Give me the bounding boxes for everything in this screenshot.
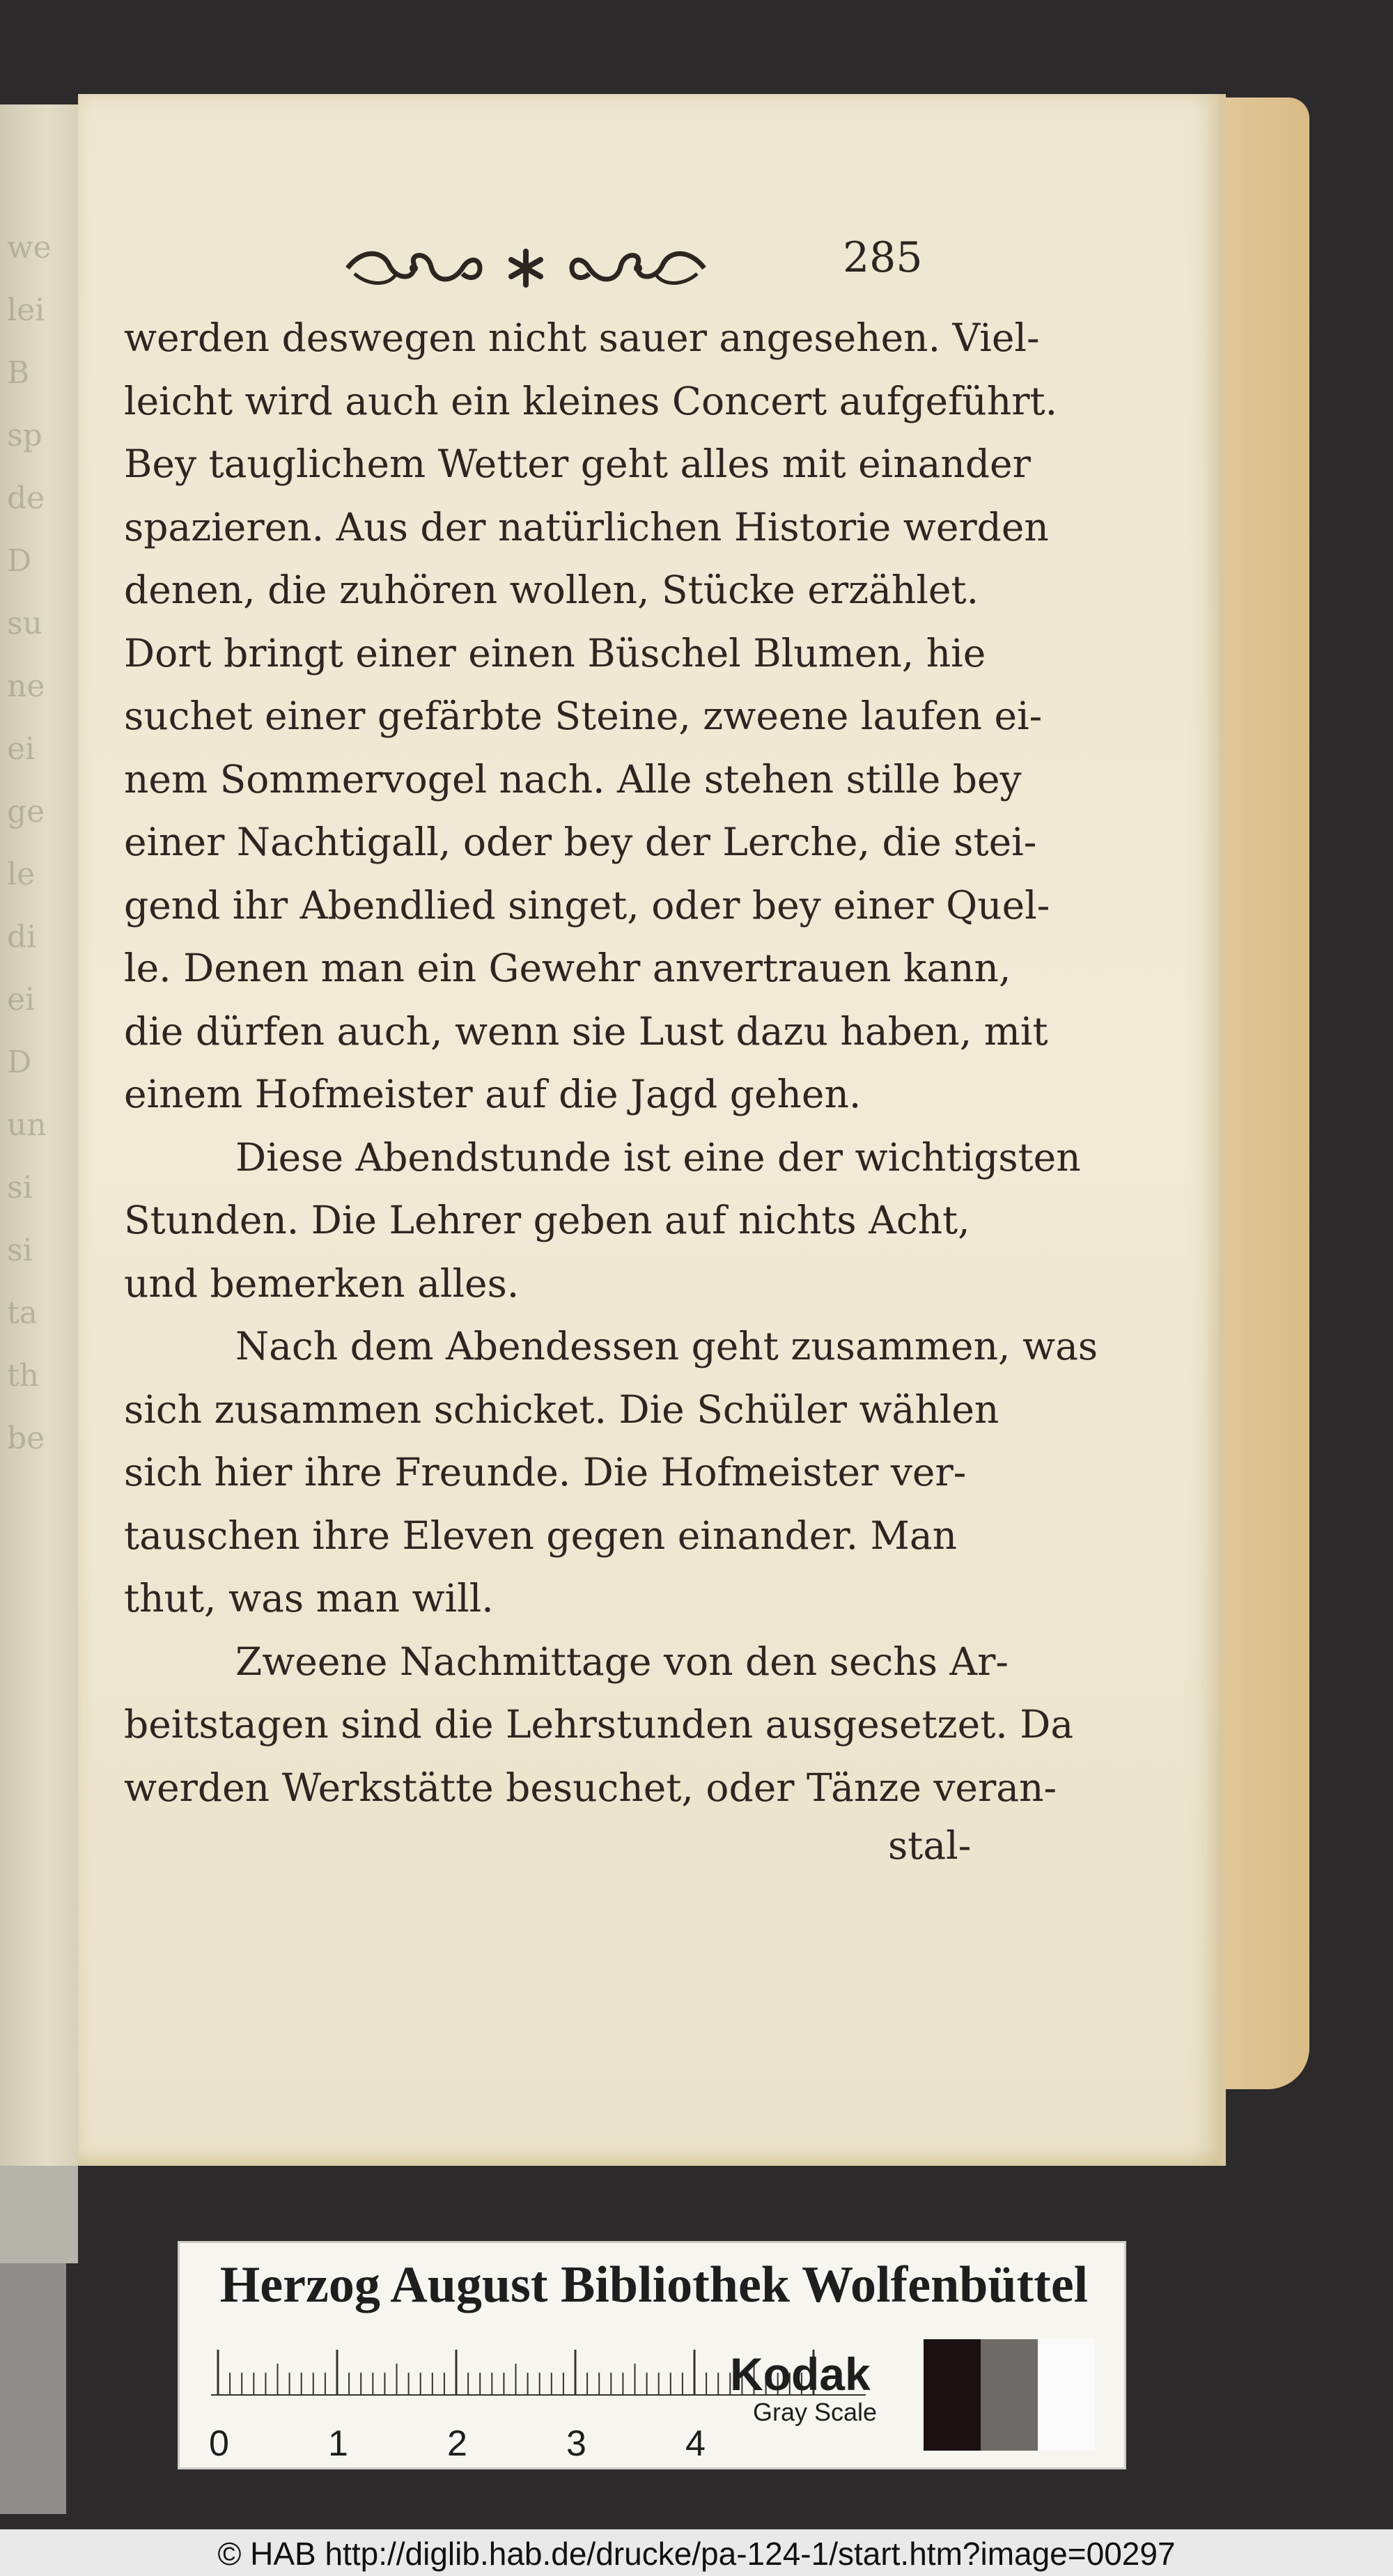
left-page-fragment: we [7,230,52,265]
gray-patch [981,2339,1038,2451]
color-calibration-card [178,2241,1126,2469]
left-binding-strip [0,2166,78,2263]
text-line: le. Denen man ein Gewehr anvertrauen kann, [124,946,1011,990]
left-page-fragment: ge [7,794,45,829]
text-line: gend ihr Abendlied singet, oder bey einer Quel- [124,882,1050,928]
text-line: spazieren. Aus der natürlichen Historie werden [124,504,1049,549]
text-line: thut, was man will. [124,1576,494,1621]
text-line: werden deswegen nicht sauer angesehen. Viel- [124,315,1040,360]
ruler-number: 2 [447,2423,467,2464]
left-page-fragment: ei [7,731,36,767]
left-page-fragment: un [7,1107,47,1143]
page-header [317,240,735,296]
left-page-fragment: ne [7,669,45,704]
kodak-logo: Kodak [730,2348,871,2400]
left-page-fragment: ei [7,982,36,1017]
left-ornament-icon [341,246,487,290]
text-line: nem Sommervogel nach. Alle stehen stille bey [124,756,1022,802]
left-page-fragment: di [7,919,37,955]
left-page-fragment: be [7,1421,45,1456]
text-line: sich hier ihre Freunde. Die Hofmeister ver- [124,1450,967,1494]
left-page-fragment: B [7,355,30,391]
left-page-fragment: de [7,481,45,516]
body-text [124,306,1098,1819]
text-line: Stunden. Die Lehrer geben auf nichts Acht, [124,1198,970,1242]
left-page-fragment: ta [7,1295,38,1331]
left-page-fragment: D [7,1045,32,1080]
left-page-fragment: sp [7,418,42,453]
gray-patch [924,2339,981,2451]
left-page-fragment: si [7,1233,33,1268]
right-ornament-icon [565,246,711,290]
left-facing-page [0,104,78,2166]
text-line: einer Nachtigall, oder bey der Lerche, die stei- [124,820,1037,864]
ruler-number: 3 [566,2423,586,2464]
text-line: tauschen ihre Eleven gegen einander. Man [124,1513,958,1558]
left-page-fragment: th [7,1358,40,1394]
text-line: Bey tauglichem Wetter geht alles mit einander [124,442,1031,486]
text-line: die dürfen auch, wenn sie Lust dazu haben, mit [124,1008,1048,1054]
text-line: sich zusammen schicket. Die Schüler wählen [124,1387,999,1432]
kodak-subtitle: Gray Scale [753,2398,878,2426]
text-line: Zweene Nachmittage von den sechs Ar- [235,1639,1009,1684]
page-number: 285 [843,233,923,282]
left-card-edge [0,2263,66,2514]
left-page-fragment: D [7,543,32,579]
text-line: beitstagen sind die Lehrstunden ausgesetzet. Da [124,1702,1074,1747]
left-page-fragment: si [7,1170,33,1205]
text-line: werden Werkstätte besuchet, oder Tänze veran- [124,1765,1057,1810]
text-line: Diese Abendstunde ist eine der wichtigsten [235,1134,1081,1180]
card-title: Herzog August Bibliothek Wolfenbüttel [219,2256,1089,2313]
footer-credit: © HAB http://diglib.hab.de/drucke/pa-124-1/start.htm?image=00297 [217,2536,1176,2572]
ruler-number: 0 [209,2423,229,2464]
left-page-fragment: le [7,857,36,892]
ruler-number: 1 [328,2423,348,2464]
star-ornament-icon [505,247,547,289]
text-line: suchet einer gefärbte Steine, zweene laufen ei- [124,694,1043,738]
text-line: denen, die zuhören wollen, Stücke erzählet. [124,568,979,612]
ruler-number: 4 [685,2423,706,2464]
text-line: einem Hofmeister auf die Jagd gehen. [124,1072,862,1116]
left-page-fragment: su [7,606,42,641]
text-line: Dort bringt einer einen Büschel Blumen, hie [124,630,986,676]
text-line: und bemerken alles. [124,1260,520,1306]
gray-patch [1038,2339,1095,2451]
left-page-fragment: lei [7,292,45,328]
catchword: stal- [888,1823,972,1868]
text-line: Nach dem Abendessen geht zusammen, was [235,1324,1098,1368]
text-line: leicht wird auch ein kleines Concert aufgeführt. [124,378,1058,423]
